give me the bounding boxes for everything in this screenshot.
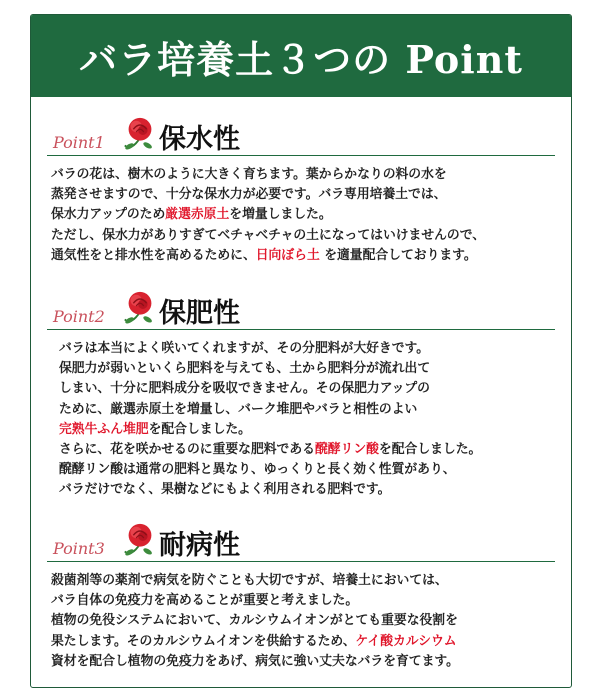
section-heading: [31, 115, 571, 159]
header-banner: [31, 15, 571, 97]
section-point-3: [31, 521, 571, 672]
body-line: バラだけでなく、果樹などにもよく利用される肥料です。: [59, 482, 391, 498]
section-point-1: [31, 115, 571, 266]
highlight-text: 醗酵リン酸: [314, 442, 379, 458]
body-line: しまい、十分に肥料成分を吸収できません。その保肥力アップの: [59, 381, 430, 397]
page-title: バラ培養土３つの Point: [79, 36, 523, 82]
body-line: ために、厳選赤原土を増量し、バーク堆肥やバラと相性のよい: [59, 401, 418, 417]
body-line: 殺菌剤等の薬剤で病気を防ぐことも大切ですが、培養土においては、: [51, 573, 448, 588]
body-line: 蒸発させますので、十分な保水力が必要です。バラ専用培養土では、: [51, 187, 447, 203]
section-heading: [31, 521, 571, 565]
rose-icon: [121, 521, 159, 559]
highlight-text: 厳選赤原土: [165, 207, 230, 223]
highlight-text: 完熟牛ふん堆肥: [59, 421, 149, 437]
section-divider: [47, 561, 555, 562]
body-line: バラ自体の免疫力を高めることが重要と考えました。: [51, 593, 359, 609]
body-line: バラの花は、樹木のように大きく育ちます。葉からかなりの料の水を: [51, 167, 447, 182]
body-line: 醗酵リン酸は通常の肥料と異なり、ゆっくりと長く効く性質があり、: [59, 462, 456, 478]
body-line: 資材を配合し植物の免疫力をあげ、病気に強い丈夫なバラを育てます。: [51, 653, 459, 669]
section-body: [31, 159, 571, 266]
body-line: バラは本当によく咲いてくれますが、その分肥料が大好きです。: [59, 341, 430, 356]
highlight-text: 日向ぼら土: [255, 247, 320, 263]
body-line: 果たします。そのカルシウムイオンを供給するため、ケイ酸カルシウム: [51, 633, 457, 649]
section-title: 保肥性: [159, 298, 240, 329]
rose-icon: [121, 115, 159, 153]
body-line: 完熟牛ふん堆肥を配合しました。: [59, 421, 251, 437]
section-body: [31, 333, 571, 501]
section-body: [31, 565, 571, 672]
body-line: 保水力アップのため厳選赤原土を増量しました。: [51, 207, 332, 223]
section-point-2: [31, 289, 571, 501]
rose-icon: [121, 289, 159, 327]
highlight-text: ケイ酸カルシウム: [355, 633, 457, 649]
point-label: Point2: [53, 307, 105, 326]
body-line: さらに、花を咲かせるのに重要な肥料である醗酵リン酸を配合しました。: [59, 442, 482, 458]
body-line: 植物の免役システムにおいて、カルシウムイオンがとても重要な役割を: [51, 613, 458, 629]
section-heading: [31, 289, 571, 333]
section-divider: [47, 155, 555, 156]
body-line: 通気性をと排水性を高めるために、日向ぼら土 を適量配合しております。: [51, 247, 477, 263]
section-divider: [47, 329, 555, 330]
points-card: [30, 14, 572, 688]
body-line: ただし、保水力がありすぎてベチャベチャの土になってはいけませんので、: [51, 227, 486, 243]
point-label: Point1: [53, 133, 105, 152]
point-label: Point3: [53, 539, 105, 558]
section-title: 耐病性: [159, 530, 240, 561]
section-title: 保水性: [159, 124, 240, 155]
body-line: 保肥力が弱いといくら肥料を与えても、土から肥料分が流れ出て: [59, 361, 431, 377]
